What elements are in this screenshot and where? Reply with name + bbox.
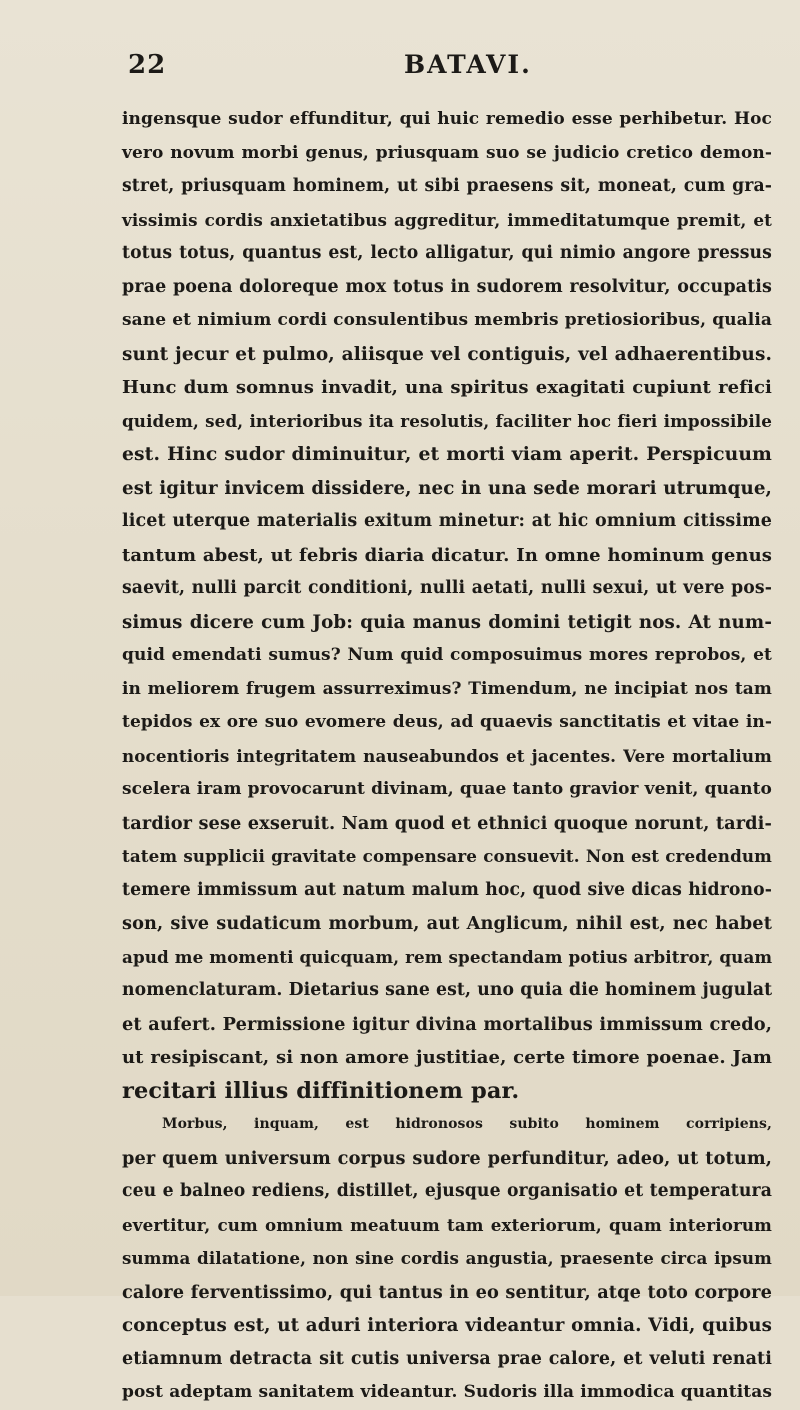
paragraph-end-line: recitari illius diffinitionem par. bbox=[122, 1077, 520, 1104]
text-line: licet uterque materialis exitum minetur: at hic omnium citissime bbox=[122, 511, 772, 531]
text-line: tardior sese exseruit. Nam quod et ethnici quoque norunt, tardi- bbox=[122, 812, 772, 834]
text-line: quid emendati sumus? Num quid composuimus mores reprobos, et bbox=[122, 645, 772, 665]
text-line: saevit, nulli parcit conditioni, nulli aetati, nulli sexui, ut vere pos- bbox=[122, 578, 772, 598]
text-line: son, sive sudaticum morbum, aut Anglicum, nihil est, nec habet bbox=[122, 913, 772, 934]
text-line: sane et nimium cordi consulentibus membris pretiosioribus, qualia bbox=[122, 310, 772, 330]
text-line: summa dilatatione, non sine cordis angustia, praesente circa ipsum bbox=[122, 1248, 772, 1268]
text-line: quidem, sed, interioribus ita resolutis, faciliter hoc fieri impossibile bbox=[122, 410, 772, 431]
text-line: conceptus est, ut aduri interiora videantur omnia. Vidi, quibus bbox=[122, 1315, 772, 1336]
text-line: vero novum morbi genus, priusquam suo se judicio cretico demon- bbox=[122, 142, 772, 163]
text-line: nomenclaturam. Dietarius sane est, uno quia die hominem jugulat bbox=[122, 980, 773, 1000]
text-line: nocentioris integritatem nauseabundos et jacentes. Vere mortalium bbox=[122, 745, 772, 766]
text-line: est. Hinc sudor diminuitur, et morti viam aperit. Perspicuum bbox=[122, 443, 772, 465]
text-line: per quem universum corpus sudore perfunditur, adeo, ut totum, bbox=[122, 1147, 772, 1169]
text-line: apud me momenti quicquam, rem spectandam potius arbitror, quam bbox=[122, 946, 773, 967]
running-head: BATAVI. bbox=[404, 50, 532, 79]
page-header bbox=[128, 50, 688, 90]
text-line: simus dicere cum Job: quia manus domini tetigit nos. At num- bbox=[122, 611, 772, 633]
text-line: Hunc dum somnus invadit, una spiritus exagitati cupiunt refici bbox=[122, 377, 772, 398]
page-number: 22 bbox=[128, 50, 167, 80]
body-text bbox=[122, 103, 772, 1410]
text-line: tatem supplicii gravitate compensare consuevit. Non est credendum bbox=[122, 846, 772, 866]
text-line: est igitur invicem dissidere, nec in una sede morari utrumque, bbox=[122, 477, 772, 499]
text-line: totus totus, quantus est, lecto alligatur, qui nimio angore pressus bbox=[122, 243, 772, 263]
text-line: sunt jecur et pulmo, aliisque vel contiguis, vel adhaerentibus. bbox=[122, 343, 772, 365]
text-line: tantum abest, ut febris diaria dicatur. In omne hominum genus bbox=[122, 544, 772, 566]
text-line: stret, priusquam hominem, ut sibi praesens sit, moneat, cum gra- bbox=[122, 176, 772, 196]
text-line: prae poena doloreque mox totus in sudorem resolvitur, occupatis bbox=[122, 276, 772, 297]
text-line: ut resipiscant, si non amore justitiae, certe timore poenae. Jam bbox=[122, 1047, 772, 1068]
text-line: in meliorem frugem assurreximus? Timendum, ne incipiat nos tam bbox=[122, 678, 772, 699]
text-line: ingensque sudor effunditur, qui huic remedio esse perhibetur. Hoc bbox=[122, 109, 772, 129]
text-line: tepidos ex ore suo evomere deus, ad quaevis sanctitatis et vitae in- bbox=[122, 712, 772, 732]
text-line: etiamnum detracta sit cutis universa prae calore, et veluti renati bbox=[122, 1348, 772, 1369]
text-line: scelera iram provocarunt divinam, quae tanto gravior venit, quanto bbox=[122, 779, 772, 799]
text-line: post adeptam sanitatem videantur. Sudoris illa immodica quantitas bbox=[122, 1382, 772, 1402]
text-line: vissimis cordis anxietatibus aggreditur, immeditatumque premit, et bbox=[122, 209, 772, 230]
text-line: calore ferventissimo, qui tantus in eo sentitur, atqe toto corpore bbox=[122, 1281, 772, 1303]
text-line: evertitur, cum omnium meatuum tam exteriorum, quam interiorum bbox=[122, 1214, 772, 1235]
text-line: ceu e balneo rediens, distillet, ejusque organisatio et temperatura bbox=[122, 1181, 772, 1201]
paragraph-start-line: Morbus, inquam, est hidronosos subito hominem corripiens, bbox=[162, 1116, 772, 1132]
text-line: temere immissum aut natum malum hoc, quod sive dicas hidrono- bbox=[122, 879, 772, 900]
text-line: et aufert. Permissione igitur divina mortalibus immissum credo, bbox=[122, 1013, 772, 1035]
